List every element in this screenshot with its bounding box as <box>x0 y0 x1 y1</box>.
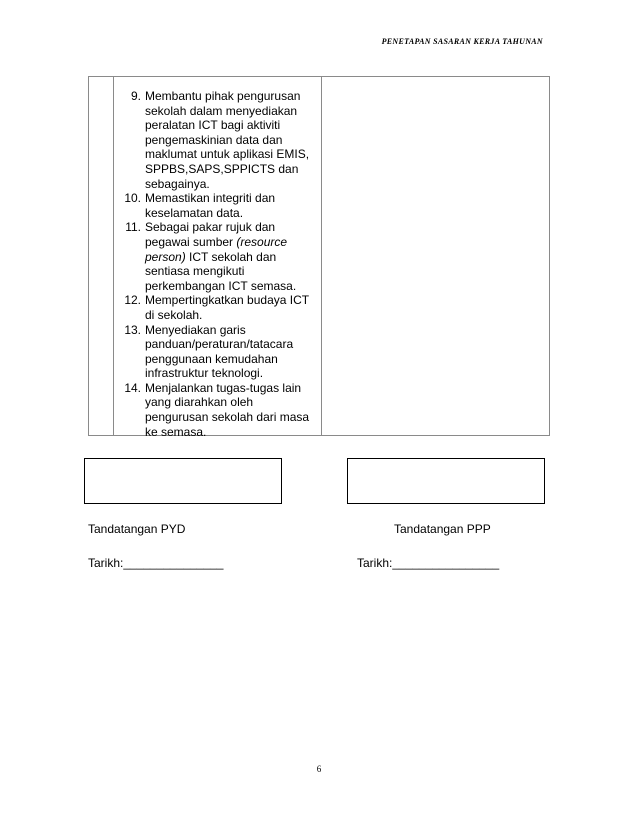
date-field-ppp: Tarikh:________________ <box>357 556 500 570</box>
signature-box-pyd[interactable] <box>84 458 282 504</box>
list-item <box>113 381 319 439</box>
list-item-number: 13. <box>124 322 141 337</box>
table-column-divider <box>321 77 322 435</box>
list-item-text: Menjalankan tugas-tugas lain yang diarahkan oleh pengurusan sekolah dari masa ke semasa. <box>145 380 310 439</box>
list-item <box>113 89 319 191</box>
signature-label-pyd: Tandatangan PYD <box>88 522 186 536</box>
signature-label-ppp: Tandatangan PPP <box>394 522 491 536</box>
list-item <box>113 191 319 220</box>
date-field-pyd: Tarikh:_______________ <box>88 556 224 570</box>
task-table <box>88 76 550 439</box>
list-item-number: 11. <box>125 220 141 235</box>
signature-box-ppp[interactable] <box>347 458 545 504</box>
list-item-text: ICT sekolah dan sentiasa mengikuti perkembangan ICT semasa. <box>145 249 297 293</box>
list-item-italic-text: (resource person) <box>145 234 288 264</box>
page-number: 6 <box>316 764 322 774</box>
list-item <box>113 323 319 381</box>
list-item-text: Menyediakan garis panduan/peraturan/tatacara penggunaan kemudahan infrastruktur teknologi. <box>145 322 294 381</box>
list-item-number: 14. <box>124 380 141 395</box>
list-item <box>113 220 319 293</box>
task-list <box>113 89 319 439</box>
list-item-text: Memastikan integriti dan keselamatan data. <box>145 191 276 220</box>
list-item-text: Membantu pihak pengurusan sekolah dalam menyediakan peralatan ICT bagi aktiviti pengemaskinian data dan maklumat untuk aplikasi EMIS, SPPBS,SAPS,SPPICTS dan sebagainya. <box>145 89 310 191</box>
list-item-number: 12. <box>124 293 141 308</box>
list-item-number: 9. <box>130 89 141 103</box>
list-item-number: 10. <box>124 191 141 206</box>
list-item-text: Sebagai pakar rujuk dan pegawai sumber <box>145 220 276 249</box>
page-header: PENETAPAN SASARAN KERJA TAHUNAN <box>381 37 543 46</box>
list-item <box>113 293 319 322</box>
list-item-text: Mempertingkatkan budaya ICT di sekolah. <box>145 293 309 322</box>
